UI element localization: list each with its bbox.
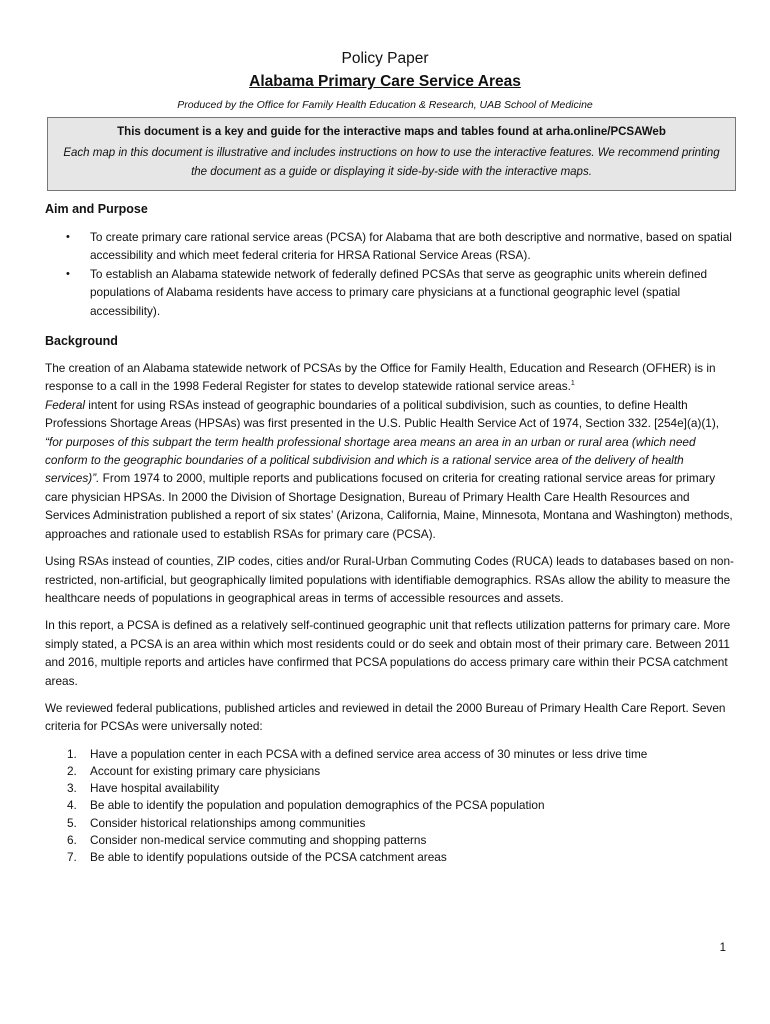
bullet-icon: • [66,231,70,243]
list-item: 7. Be able to identify populations outside of the PCSA catchment areas [67,849,447,864]
aim-list [45,228,735,320]
list-item: 5. Consider historical relationships among communities [67,815,366,830]
key-box-instructions: Each map in this document is illustrative and includes instructions on how to use the interactive features. We recommend printing the document as a guide or displaying it side-by-side with the interactive maps. [63,147,720,178]
list-item: 1. Have a population center in each PCSA with a defined service area access of 30 minutes or less drive time [67,746,648,761]
list-item: 4. Be able to identify the population and population demographics of the PCSA population [67,798,545,813]
criteria-list [45,746,735,866]
background-paragraph-1: The creation of an Alabama statewide network of PCSAs by the Office for Family Health, Education and Research (OFHER) is in response to a call in the 1998 Federal Register for states to develop statewide rational service areas.$^1$ Federal intent for using RSAs instead of geographic boundaries of a political subdivision, such as counties, to define Health Professions Shortage Areas (HPSAs) was first presented in the U.S. Public Health Service Act of 1974, Section 332. [254e](a)(1), “for purposes of this subpart the term health professional shortage area means an area in an urban or rural area (which need conform to the geographic boundaries of a political subdivision and which is a rational service area of the delivery of health services)”. From 1974 to 2000, multiple reports and publications focused on criteria for creating rational service areas for primary care physician HPSAs. In 2000 the Division of Shortage Designation, Bureau of Primary Health Care Health Resources and Services Administration published a report of six states’ (Arizona, California, Maine, Minnesota, Montana and Washington) methods, approaches and rationale used to establish RSAs for primary care (PCSA). [45,361,733,541]
background-paragraph-3: In this report, a PCSA is defined as a relatively self-continued geographic unit that reflects utilization patterns for primary care. More simply stated, a PCSA is an area within which most residents could or do seek and obtain most of their primary care. Between 2011 and 2016, multiple reports and articles have confirmed that PCSA populations do access primary care within their PCSA catchment areas. [45,618,731,688]
list-item [45,228,735,265]
page-number: 1 [719,942,726,954]
list-item [45,265,735,320]
list-item: 3. Have hospital availability [67,781,220,796]
list-item: 6. Consider non-medical service commuting and shopping patterns [67,832,427,847]
list-item: 2. Account for existing primary care physicians [67,763,321,778]
background-paragraph-2: Using RSAs instead of counties, ZIP codes, cities and/or Rural-Urban Commuting Codes (RUCA) leads to databases based on non-restricted, non-artificial, but geographically limited populations with identifiable demographics. RSAs allow the ability to measure the healthcare needs of populations in geographical areas in terms of accessible resources and assets. [45,554,734,605]
document-title: Alabama Primary Care Service Areas [249,73,521,90]
key-box-heading: This document is a key and guide for the interactive maps and tables found at arha.online/PCSAWeb [117,126,666,138]
list-item-text: To create primary care rational service areas (PCSA) for Alabama that are both descriptive and normative, based on spatial accessibility and which meet federal criteria for HRSA Rational Service Areas (RSA). [90,230,732,263]
aim-heading: Aim and Purpose [45,202,148,216]
main-content [45,200,735,866]
document-type: Policy Paper [341,50,429,67]
list-item-text: To establish an Alabama statewide network of federally defined PCSAs that serve as geographic units wherein defined populations of Alabama residents have access to primary care physicians at a functional geographic level (spatial accessibility). [90,266,708,318]
background-paragraph-4: We reviewed federal publications, published articles and reviewed in detail the 2000 Bureau of Primary Health Care Report. Seven criteria for PCSAs were universally noted: [45,700,726,734]
document-byline: Produced by the Office for Family Health Education & Research, UAB School of Medicine [177,99,593,111]
bullet-icon: • [66,267,70,280]
key-guide-box [47,117,736,191]
background-heading: Background [45,334,118,349]
title-block [0,49,770,113]
footnote-marker: 1 [570,380,575,388]
